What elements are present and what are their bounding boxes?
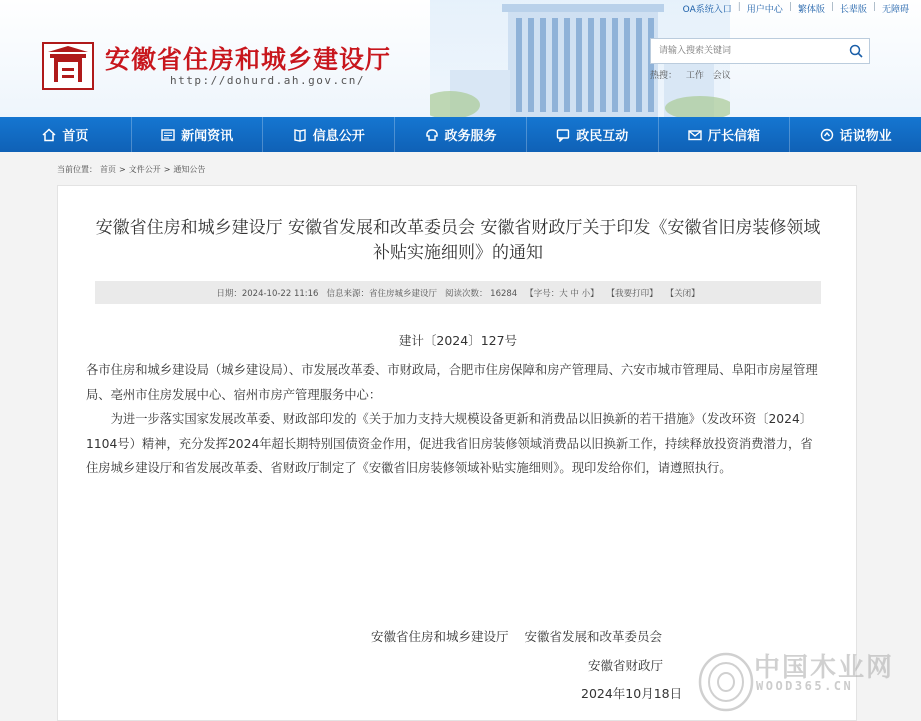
- nav-item-label: 首页: [62, 129, 89, 144]
- signature-line-1: [371, 627, 678, 645]
- main-nav: [0, 117, 921, 152]
- recipients-paragraph: 各市住房和城乡建设局（城乡建设局）、市发展改革委、市财政局，合肥市住房保障和房产管理局、六安市城市管理局、阜阳市房屋管理局、亳州市住房发展中心、宿州市房产管理服务中心：: [86, 363, 818, 402]
- breadcrumb-item[interactable]: 首页: [100, 165, 116, 174]
- search-input[interactable]: [651, 39, 841, 63]
- hot-word[interactable]: 会议: [712, 71, 731, 81]
- nav-item-label: 厅长信箱: [707, 129, 760, 144]
- breadcrumb-separator: >: [119, 165, 126, 174]
- signature-org: 安徽省财政厅: [588, 658, 664, 673]
- hot-word[interactable]: 工作: [685, 71, 704, 81]
- signature-org: 安徽省发展和改革委员会: [524, 629, 663, 644]
- home-icon: [42, 128, 56, 142]
- nav-item-home[interactable]: [0, 117, 131, 152]
- article-source: 信息来源：省住房城乡建设厅: [326, 288, 437, 299]
- hot-search-label: 热搜：: [650, 71, 678, 81]
- site-header: [0, 0, 921, 117]
- nav-item-label: 新闻资讯: [181, 129, 234, 144]
- site-url: http://dohurd.ah.gov.cn/: [170, 74, 365, 87]
- accessibility-link[interactable]: 无障碍: [881, 5, 909, 15]
- news-icon: [161, 128, 175, 142]
- elder-version-link[interactable]: 长辈版: [839, 5, 867, 15]
- logo-emblem-icon: [44, 44, 92, 88]
- nav-item-info[interactable]: [263, 117, 394, 152]
- breadcrumb-item[interactable]: 文件公开: [128, 165, 161, 174]
- breadcrumb-separator: >: [163, 165, 171, 174]
- search-icon[interactable]: [849, 44, 863, 58]
- article-date: 日期：2024-10-22 11:16: [216, 288, 319, 299]
- watermark-cn: 中国木业网: [754, 653, 895, 683]
- article-meta-bar: [95, 281, 821, 304]
- signature-date: 2024年10月18日: [581, 686, 683, 701]
- breadcrumb: [57, 164, 208, 175]
- link-separator: |: [872, 2, 876, 12]
- nav-item-label: 政务服务: [444, 129, 497, 144]
- site-logo[interactable]: [42, 42, 94, 90]
- search-box: [650, 38, 870, 64]
- article-views: 阅读次数： 16284: [444, 288, 518, 299]
- user-center-link[interactable]: 用户中心: [746, 5, 783, 15]
- nav-item-news[interactable]: [132, 117, 263, 152]
- property-icon: [820, 128, 834, 142]
- hot-search: [650, 68, 737, 81]
- site-title[interactable]: 安徽省住房和城乡建设厅: [105, 45, 392, 74]
- article-panel: [57, 185, 857, 721]
- nav-item-label: 话说物业: [839, 129, 892, 144]
- close-link[interactable]: 【关闭】: [665, 288, 700, 299]
- nav-item-interaction[interactable]: [527, 117, 658, 152]
- nav-item-property[interactable]: [790, 117, 921, 152]
- service-icon: [425, 128, 439, 142]
- nav-item-service[interactable]: [395, 117, 526, 152]
- article-body: [86, 358, 818, 481]
- nav-item-label: 信息公开: [312, 129, 365, 144]
- watermark-en: WOOD365.CN: [756, 679, 854, 693]
- article-title: 安徽省住房和城乡建设厅 安徽省发展和改革委员会 安徽省财政厅关于印发《安徽省旧房装修领域补贴实施细则》的通知: [95, 218, 821, 263]
- document-number: 建计〔2024〕127号: [398, 333, 518, 348]
- body-paragraph: 为进一步落实国家发展改革委、财政部印发的《关于加力支持大规模设备更新和消费品以旧换新的若干措施》（发改环资〔2024〕1104号）精神，充分发挥2024年超长期特别国债资金作用，促进我省旧房装修领域消费品以旧换新工作，持续释放投资消费潜力，省住房城乡建设厅和省发展改革委、省财政厅制定了《安徽省旧房装修领域补贴实施细则》。现印发给你们，请遵照执行。: [86, 412, 813, 475]
- breadcrumb-label: 当前位置：: [57, 165, 97, 174]
- traditional-chinese-link[interactable]: 繁体版: [797, 5, 825, 15]
- link-separator: |: [737, 2, 741, 12]
- signature-org: 安徽省住房和城乡建设厅: [371, 629, 509, 644]
- link-separator: |: [788, 2, 792, 12]
- top-links: [677, 2, 915, 15]
- interaction-icon: [556, 128, 570, 142]
- oa-link[interactable]: OA系统入口: [682, 5, 732, 15]
- nav-item-label: 政民互动: [576, 129, 629, 144]
- breadcrumb-item[interactable]: 通知公告: [173, 165, 206, 174]
- link-separator: |: [830, 2, 834, 12]
- print-link[interactable]: 【我要打印】: [606, 288, 658, 299]
- font-size-control[interactable]: 【字号：大 中 小】: [525, 288, 599, 299]
- mailbox-icon: [688, 128, 702, 142]
- nav-item-mailbox[interactable]: [659, 117, 790, 152]
- info-icon: [293, 128, 307, 142]
